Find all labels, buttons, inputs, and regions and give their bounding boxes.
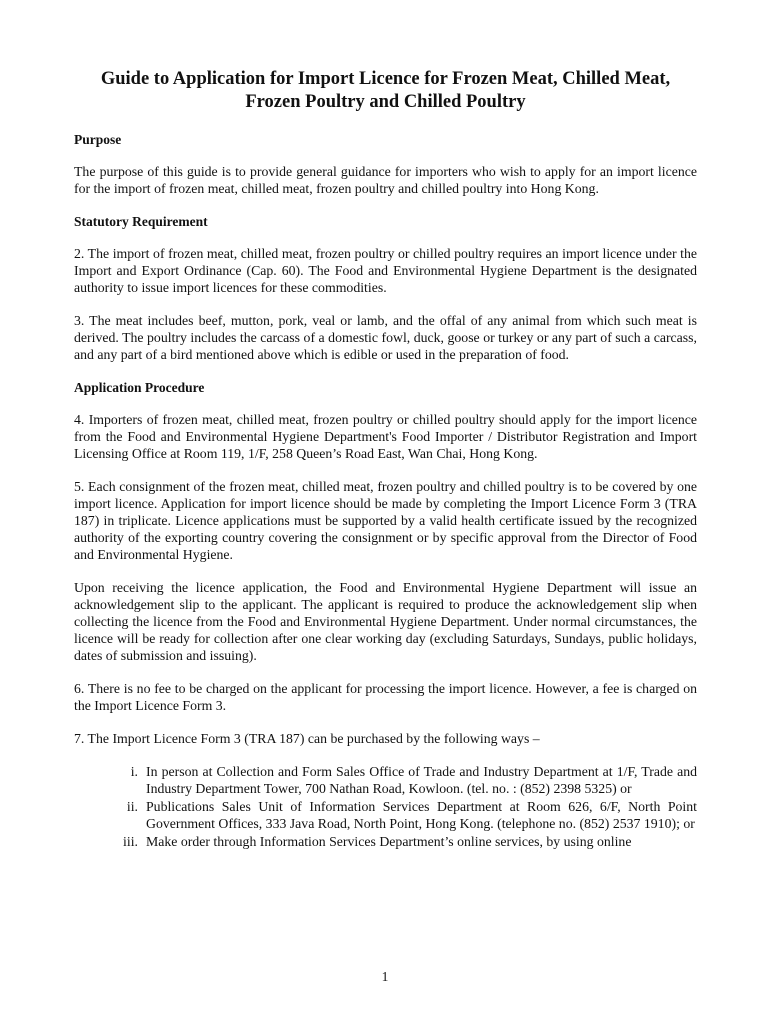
paragraph-5: 5. Each consignment of the frozen meat, chilled meat, frozen poultry and chilled poultry is to be covered by one import licence. Application for import licence should be made by completing the Import Licence Form 3 (TRA 187) in triplicate. Licence applications must be supported by a valid health certificate issued by the recognized authority of the exporting country covering the consignment or by specific approval from the Director of Food and Environmental Hygiene. — [74, 479, 697, 562]
heading-application-procedure: Application Procedure — [74, 380, 205, 395]
purchase-ways-list — [74, 763, 697, 850]
list-item — [74, 763, 697, 797]
list-item-text: Publications Sales Unit of Information Services Department at Room 626, 6/F, North Point Government Offices, 333 Java Road, North Point, Hong Kong. (telephone no. (852) 2537 1910); or — [146, 799, 697, 831]
paragraph-4: 4. Importers of frozen meat, chilled meat, frozen poultry or chilled poultry should apply for the import licence from the Food and Environmental Hygiene Department's Food Importer / Distributor Registration and Import Licensing Office at Room 119, 1/F, 258 Queen’s Road East, Wan Chai, Hong Kong. — [74, 412, 697, 461]
document-title: Guide to Application for Import Licence for Frozen Meat, Chilled Meat, Frozen Poultry and Chilled Poultry — [100, 69, 671, 112]
list-item-number: i. — [130, 764, 138, 779]
list-item-text: In person at Collection and Form Sales Office of Trade and Industry Department at 1/F, Trade and Industry Department Tower, 700 Nathan Road, Kowloon. (tel. no. : (852) 2398 5325) or — [146, 764, 697, 796]
heading-purpose: Purpose — [74, 132, 122, 147]
page-number: 1 — [381, 969, 389, 984]
list-item — [74, 833, 697, 850]
heading-statutory-requirement: Statutory Requirement — [74, 214, 208, 229]
list-item-number: iii. — [123, 834, 138, 849]
paragraph-purpose: The purpose of this guide is to provide general guidance for importers who wish to apply for an import licence for the import of frozen meat, chilled meat, frozen poultry and chilled poultry into Hong Kong. — [74, 164, 697, 196]
paragraph-7: 7. The Import Licence Form 3 (TRA 187) can be purchased by the following ways – — [74, 731, 540, 746]
document-body — [74, 68, 697, 851]
paragraph-5-acknowledgement: Upon receiving the licence application, the Food and Environmental Hygiene Department will issue an acknowledgement slip to the applicant. The applicant is required to produce the acknowledgement slip when collecting the licence from the Food and Environmental Hygiene Department. Under normal circumstances, the licence will be ready for collection after one clear working day (excluding Saturdays, Sundays, public holidays, dates of submission and issuing). — [74, 580, 697, 663]
paragraph-6: 6. There is no fee to be charged on the applicant for processing the import licence. However, a fee is charged on the Import Licence Form 3. — [74, 681, 697, 713]
list-item-number: ii. — [126, 799, 138, 814]
paragraph-2: 2. The import of frozen meat, chilled meat, frozen poultry or chilled poultry requires an import licence under the Import and Export Ordinance (Cap. 60). The Food and Environmental Hygiene Department is the designated authority to issue import licences for these commodities. — [74, 246, 697, 295]
paragraph-3: 3. The meat includes beef, mutton, pork, veal or lamb, and the offal of any animal from which such meat is derived. The poultry includes the carcass of a domestic fowl, duck, goose or turkey or any part of such a carcass, and any part of a bird mentioned above which is edible or used in the preparation of food. — [74, 313, 697, 362]
list-item-text: Make order through Information Services Department’s online services, by using online — [146, 834, 632, 849]
list-item — [74, 798, 697, 832]
